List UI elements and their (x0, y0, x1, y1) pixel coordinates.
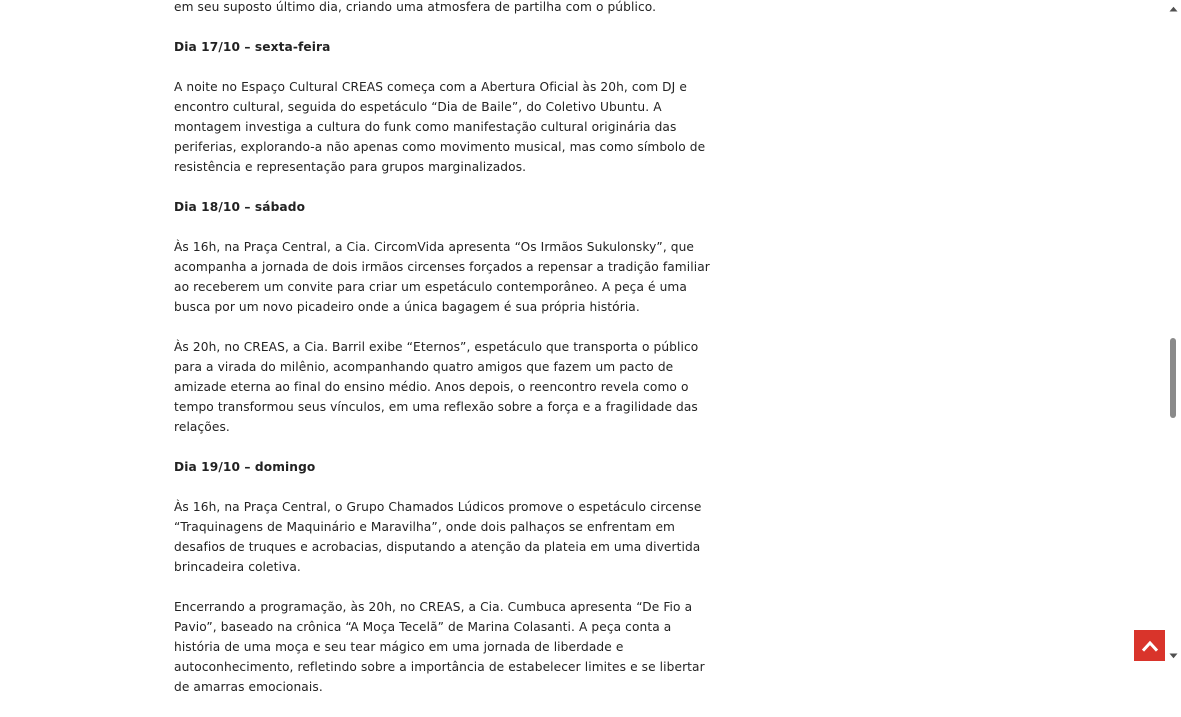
paragraph-day-18-afternoon: Às 16h, na Praça Central, a Cia. CircomVida apresenta “Os Irmãos Sukulonsky”, que acompanha a jornada de dois irmãos circenses forçados a repensar a tradição familiar ao receberem um convite para criar um espetáculo contemporâneo. A peça é uma busca por um novo picadeiro onde a única bagagem é sua própria história. (174, 240, 710, 314)
heading-day-17: Dia 17/10 – sexta-feira (174, 40, 331, 54)
paragraph-day-19-evening: Encerrando a programação, às 20h, no CREAS, a Cia. Cumbuca apresenta “De Fio a Pavio”, baseado na crônica “A Moça Tecelã” de Marina Colasanti. A peça conta a história de uma moça e seu tear mágico em uma jornada de liberdade e autoconhecimento, refletindo sobre a importância de estabelecer limites e se libertar de amarras emocionais. (174, 600, 705, 694)
vertical-scrollbar[interactable] (1166, 0, 1181, 664)
chevron-up-icon (1142, 636, 1158, 655)
article-body (174, 0, 714, 717)
heading-day-18: Dia 18/10 – sábado (174, 200, 306, 214)
triangle-up-icon[interactable] (1166, 0, 1181, 17)
paragraph-day-18-evening: Às 20h, no CREAS, a Cia. Barril exibe “Eternos”, espetáculo que transporta o público para a virada do milênio, acompanhando quatro amigos que fazem um pacto de amizade eterna ao final do ensino médio. Anos depois, o reencontro revela como o tempo transformou seus vínculos, em uma reflexão sobre a força e a fragilidade das relações. (174, 340, 699, 434)
paragraph-intro-tail: em seu suposto último dia, criando uma atmosfera de partilha com o público. (174, 0, 657, 14)
paragraph-day-17: A noite no Espaço Cultural CREAS começa com a Abertura Oficial às 20h, com DJ e encontro cultural, seguida do espetáculo “Dia de Baile”, do Coletivo Ubuntu. A montagem investiga a cultura do funk como manifestação cultural originária das periferias, explorando-a não apenas como movimento musical, mas como símbolo de resistência e representação para grupos marginalizados. (174, 80, 706, 174)
triangle-down-icon[interactable] (1166, 647, 1181, 664)
heading-day-19: Dia 19/10 – domingo (174, 460, 316, 474)
back-to-top-button[interactable] (1134, 630, 1165, 661)
paragraph-day-19-afternoon: Às 16h, na Praça Central, o Grupo Chamados Lúdicos promove o espetáculo circense “Traquinagens de Maquinário e Maravilha”, onde dois palhaços se enfrentam em desafios de truques e acrobacias, disputando a atenção da plateia em uma divertida brincadeira coletiva. (174, 500, 702, 574)
scrollbar-thumb[interactable] (1170, 338, 1176, 418)
